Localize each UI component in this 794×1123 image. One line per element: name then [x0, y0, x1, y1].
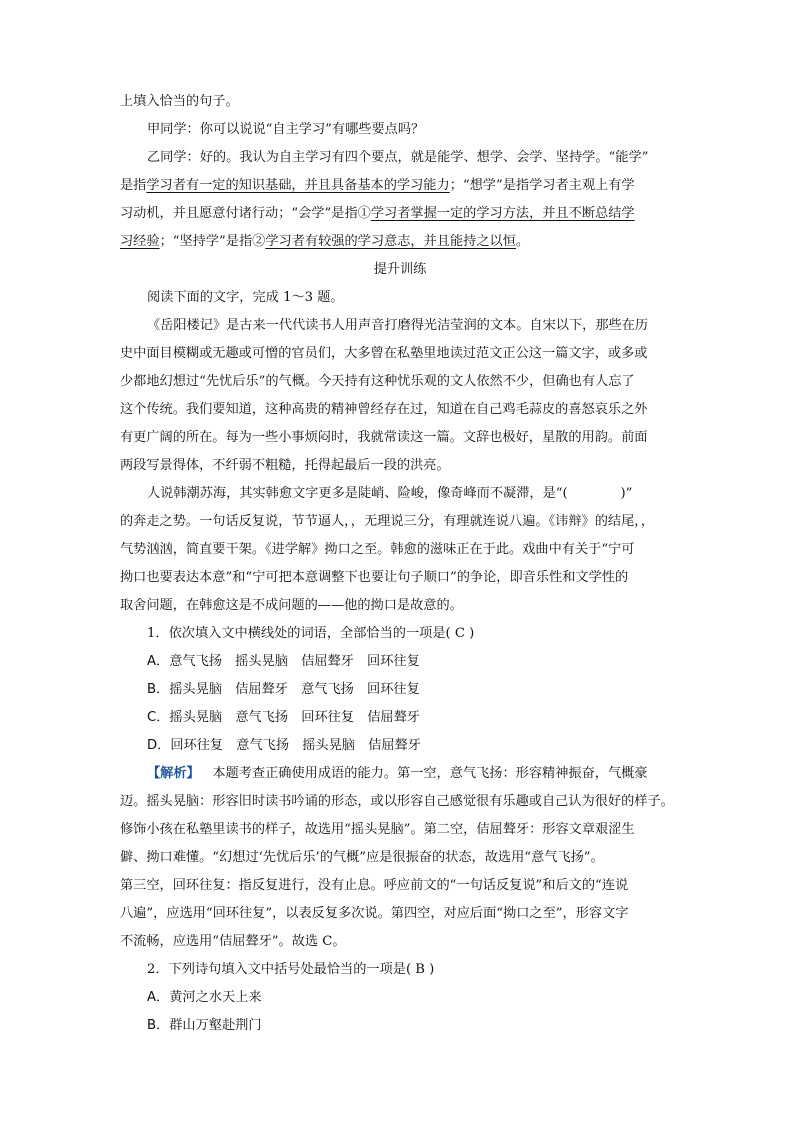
underlined-answer: 学习者有较强的学习意志，并且能持之以恒 [265, 234, 516, 249]
text-line: 阅读下面的文字，完成 1～3 题。 [147, 290, 344, 305]
text-line: 拗口也要表达本意”和“宁可把本意调整下也要让句子顺口”的争论，即音乐性和文学性的 [120, 570, 629, 585]
text-line: 乙同学：好的。我认为自主学习有四个要点，就是能学、想学、会学、坚持学。“能学” [147, 150, 649, 165]
text-line: 《岳阳楼记》是古来一代代读书人用声音打磨得光洁莹润的文本。自宋以下，那些在历 [147, 318, 649, 333]
text-line: 僻、拗口难懂。“幻想过‘先忧后乐’的气概”应是很振奋的状态，故选用“意气飞扬”。 [120, 850, 604, 865]
option-b: B．摇头晃脑 佶屈聱牙 意气飞扬 回环往复 [147, 682, 420, 697]
option-d: D．回环往复 意气飞扬 摇头晃脑 佶屈聱牙 [147, 738, 421, 753]
text-line: 这个传统。我们要知道，这种高贵的精神曾经存在过，知道在自己鸡毛蒜皮的喜怒哀乐之外 [120, 402, 648, 417]
text-run: 习动机，并且愿意付诸行动；“会学”是指① [120, 206, 371, 221]
text-line: 不流畅，应选用“佶屈聱牙”。故选 C。 [120, 934, 346, 949]
question-2: 2．下列诗句填入文中括号处最恰当的一项是( B ) [147, 962, 435, 977]
option-c: C．摇头晃脑 意气飞扬 回环往复 佶屈聱牙 [147, 710, 420, 725]
text-line: 气势汹汹，简直要干架。《进学解》拗口之至。韩愈的滋味正在于此。戏曲中有关于“宁可 [120, 542, 635, 557]
underlined-answer: 习经验 [120, 234, 160, 249]
analysis-line [147, 764, 648, 784]
section-heading: 提升训练 [373, 262, 427, 277]
text-line: 甲同学：你可以说说“自主学习”有哪些要点吗？ [147, 122, 425, 137]
text-line: 迈。摇头晃脑：形容旧时读书吟诵的形态，或以形容自己感觉很有乐趣或自己认为很好的样子。 [120, 794, 674, 809]
text-line [120, 232, 529, 252]
text-line: 少都地幻想过“先忧后乐”的气概。今天持有这种忧乐观的文人依然不少，但确也有人忘了 [120, 374, 635, 389]
text-line: 取舍问题，在韩愈这是不成问题的——他的拗口是故意的。 [120, 598, 463, 613]
text-line: 有更广阔的所在。每为一些小事烦闷时，我就常读这一篇。文辞也极好，星散的用韵。前面 [120, 430, 648, 445]
text-run: 本题考查正确使用成语的能力。第一空，意气飞扬：形容精神振奋，气概豪 [212, 766, 648, 781]
text-line: 修饰小孩在私塾里读书的样子，故选用“摇头晃脑”。第二空，佶屈聱牙：形容文章艰涩生 [120, 822, 635, 837]
question-1: 1．依次填入文中横线处的词语，全部恰当的一项是( C ) [147, 626, 475, 641]
text-line: 史中面目模糊或无趣或可憎的官员们，大多曾在私塾里地读过范文正公这一篇文字，或多或 [120, 346, 648, 361]
text-line [120, 204, 635, 224]
text-run: 是指 [120, 178, 147, 193]
text-line: 两段写景得体，不纤弱不粗糙，托得起最后一段的洪亮。 [120, 458, 450, 473]
text-line: 八遍”，应选用“回环往复”，以表反复多次说。第四空，对应后面“拗口之至”，形容文字 [120, 906, 629, 921]
analysis-tag: 【解析】 [147, 766, 200, 781]
option-b: B．群山万壑赴荆门 [147, 1018, 262, 1033]
text-line: 人说韩潮苏海，其实韩愈文字更多是陡峭、险峻，像奇峰而不凝滞，是“( )” [147, 486, 633, 501]
option-a: A．意气飞扬 摇头晃脑 佶屈聱牙 回环往复 [147, 654, 420, 669]
text-run: ；“坚持学”是指② [159, 234, 266, 249]
text-line: 第三空，回环往复：指反复进行，没有止息。呼应前文的“一句话反复说”和后文的“连说 [120, 878, 629, 893]
text-line [120, 176, 635, 196]
option-a: A．黄河之水天上来 [147, 990, 262, 1005]
text-run: 。 [515, 234, 530, 249]
text-line: 上填入恰当的句子。 [120, 94, 239, 109]
text-run: ；“想学”是指学习者主观上有学 [449, 178, 635, 193]
underlined-answer: 学习者有一定的知识基础，并且具备基本的学习能力 [146, 178, 450, 193]
underlined-answer: 学习者掌握一定的学习方法，并且不断总结学 [370, 206, 635, 221]
text-line: 的奔走之势。一句话反复说，节节逼人，，无理说三分，有理就连说八遍。《讳辩》的结尾，， [120, 514, 655, 529]
